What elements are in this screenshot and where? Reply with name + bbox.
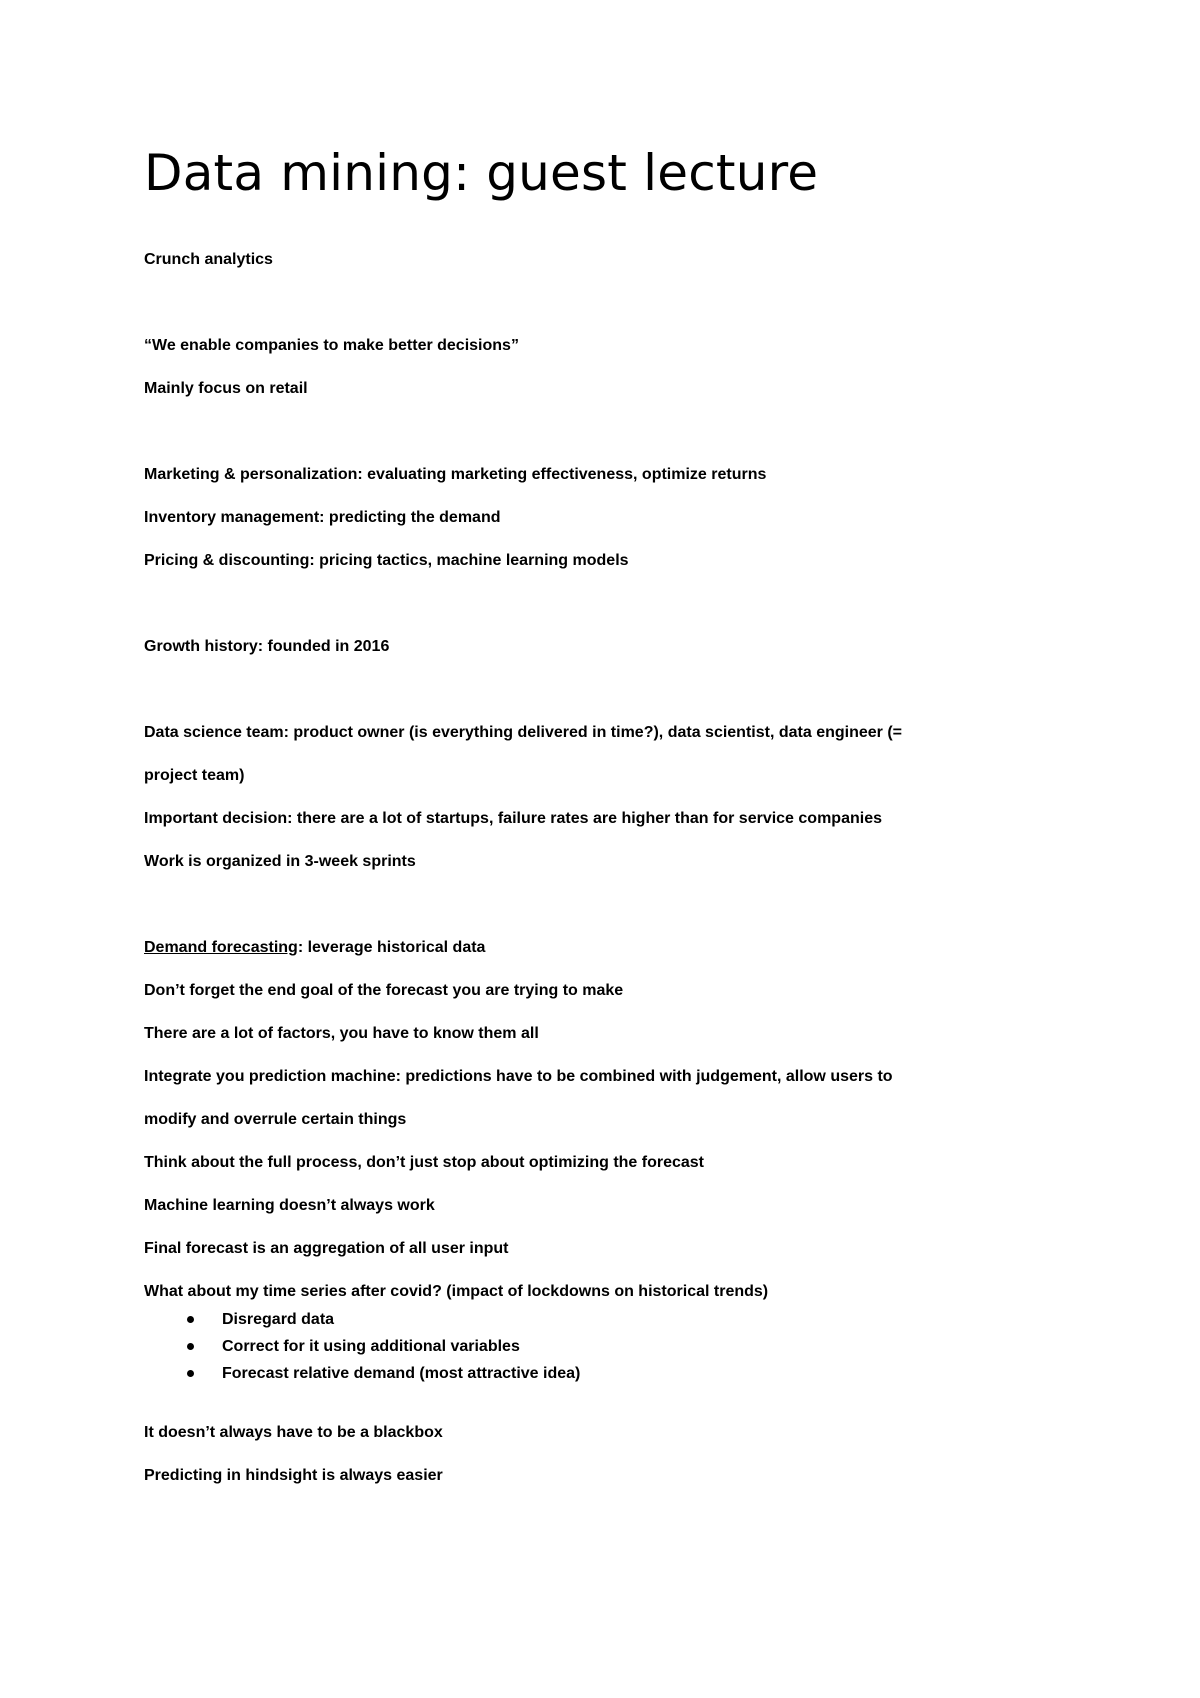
tagline: “We enable companies to make better decisions” [144,337,519,354]
bullet-icon [187,1370,194,1377]
team-line-continued: project team) [144,767,245,784]
service-line: Inventory management: predicting the demand [144,509,501,526]
list-item-text: Forecast relative demand (most attractive idea) [222,1365,581,1382]
growth-history-line: Growth history: founded in 2016 [144,638,390,655]
team-line: Data science team: product owner (is everything delivered in time?), data scientist, data engineer (= [144,724,902,741]
list-item-text: Disregard data [222,1311,335,1328]
forecasting-point: There are a lot of factors, you have to know them all [144,1025,539,1042]
bullet-icon [187,1343,194,1350]
closing-line: Predicting in hindsight is always easier [144,1467,443,1484]
document-title: Data mining: guest lecture [144,144,819,202]
list-item [144,1360,580,1387]
focus-line: Mainly focus on retail [144,380,308,397]
list-item [144,1333,580,1360]
covid-options-list [144,1306,580,1387]
list-item-text: Correct for it using additional variables [222,1338,520,1355]
forecasting-heading-rest: : leverage historical data [297,939,486,956]
forecasting-point: Machine learning doesn’t always work [144,1197,435,1214]
list-item [144,1306,580,1333]
forecasting-point: Final forecast is an aggregation of all user input [144,1240,509,1257]
decision-line: Important decision: there are a lot of startups, failure rates are higher than for service companies [144,810,882,827]
service-line: Marketing & personalization: evaluating marketing effectiveness, optimize returns [144,466,767,483]
forecasting-heading: Demand forecasting [144,939,298,956]
service-line: Pricing & discounting: pricing tactics, machine learning models [144,552,629,569]
forecasting-point: What about my time series after covid? (impact of lockdowns on historical trends) [144,1283,769,1300]
forecasting-point: Integrate you prediction machine: predictions have to be combined with judgement, allow users to [144,1068,893,1085]
sprints-line: Work is organized in 3-week sprints [144,853,416,870]
forecasting-heading-line [144,934,485,962]
bullet-icon [187,1316,194,1323]
closing-line: It doesn’t always have to be a blackbox [144,1424,443,1441]
forecasting-point: modify and overrule certain things [144,1111,407,1128]
forecasting-point: Think about the full process, don’t just stop about optimizing the forecast [144,1154,705,1171]
company-name: Crunch analytics [144,251,273,268]
forecasting-point: Don’t forget the end goal of the forecast you are trying to make [144,982,624,999]
